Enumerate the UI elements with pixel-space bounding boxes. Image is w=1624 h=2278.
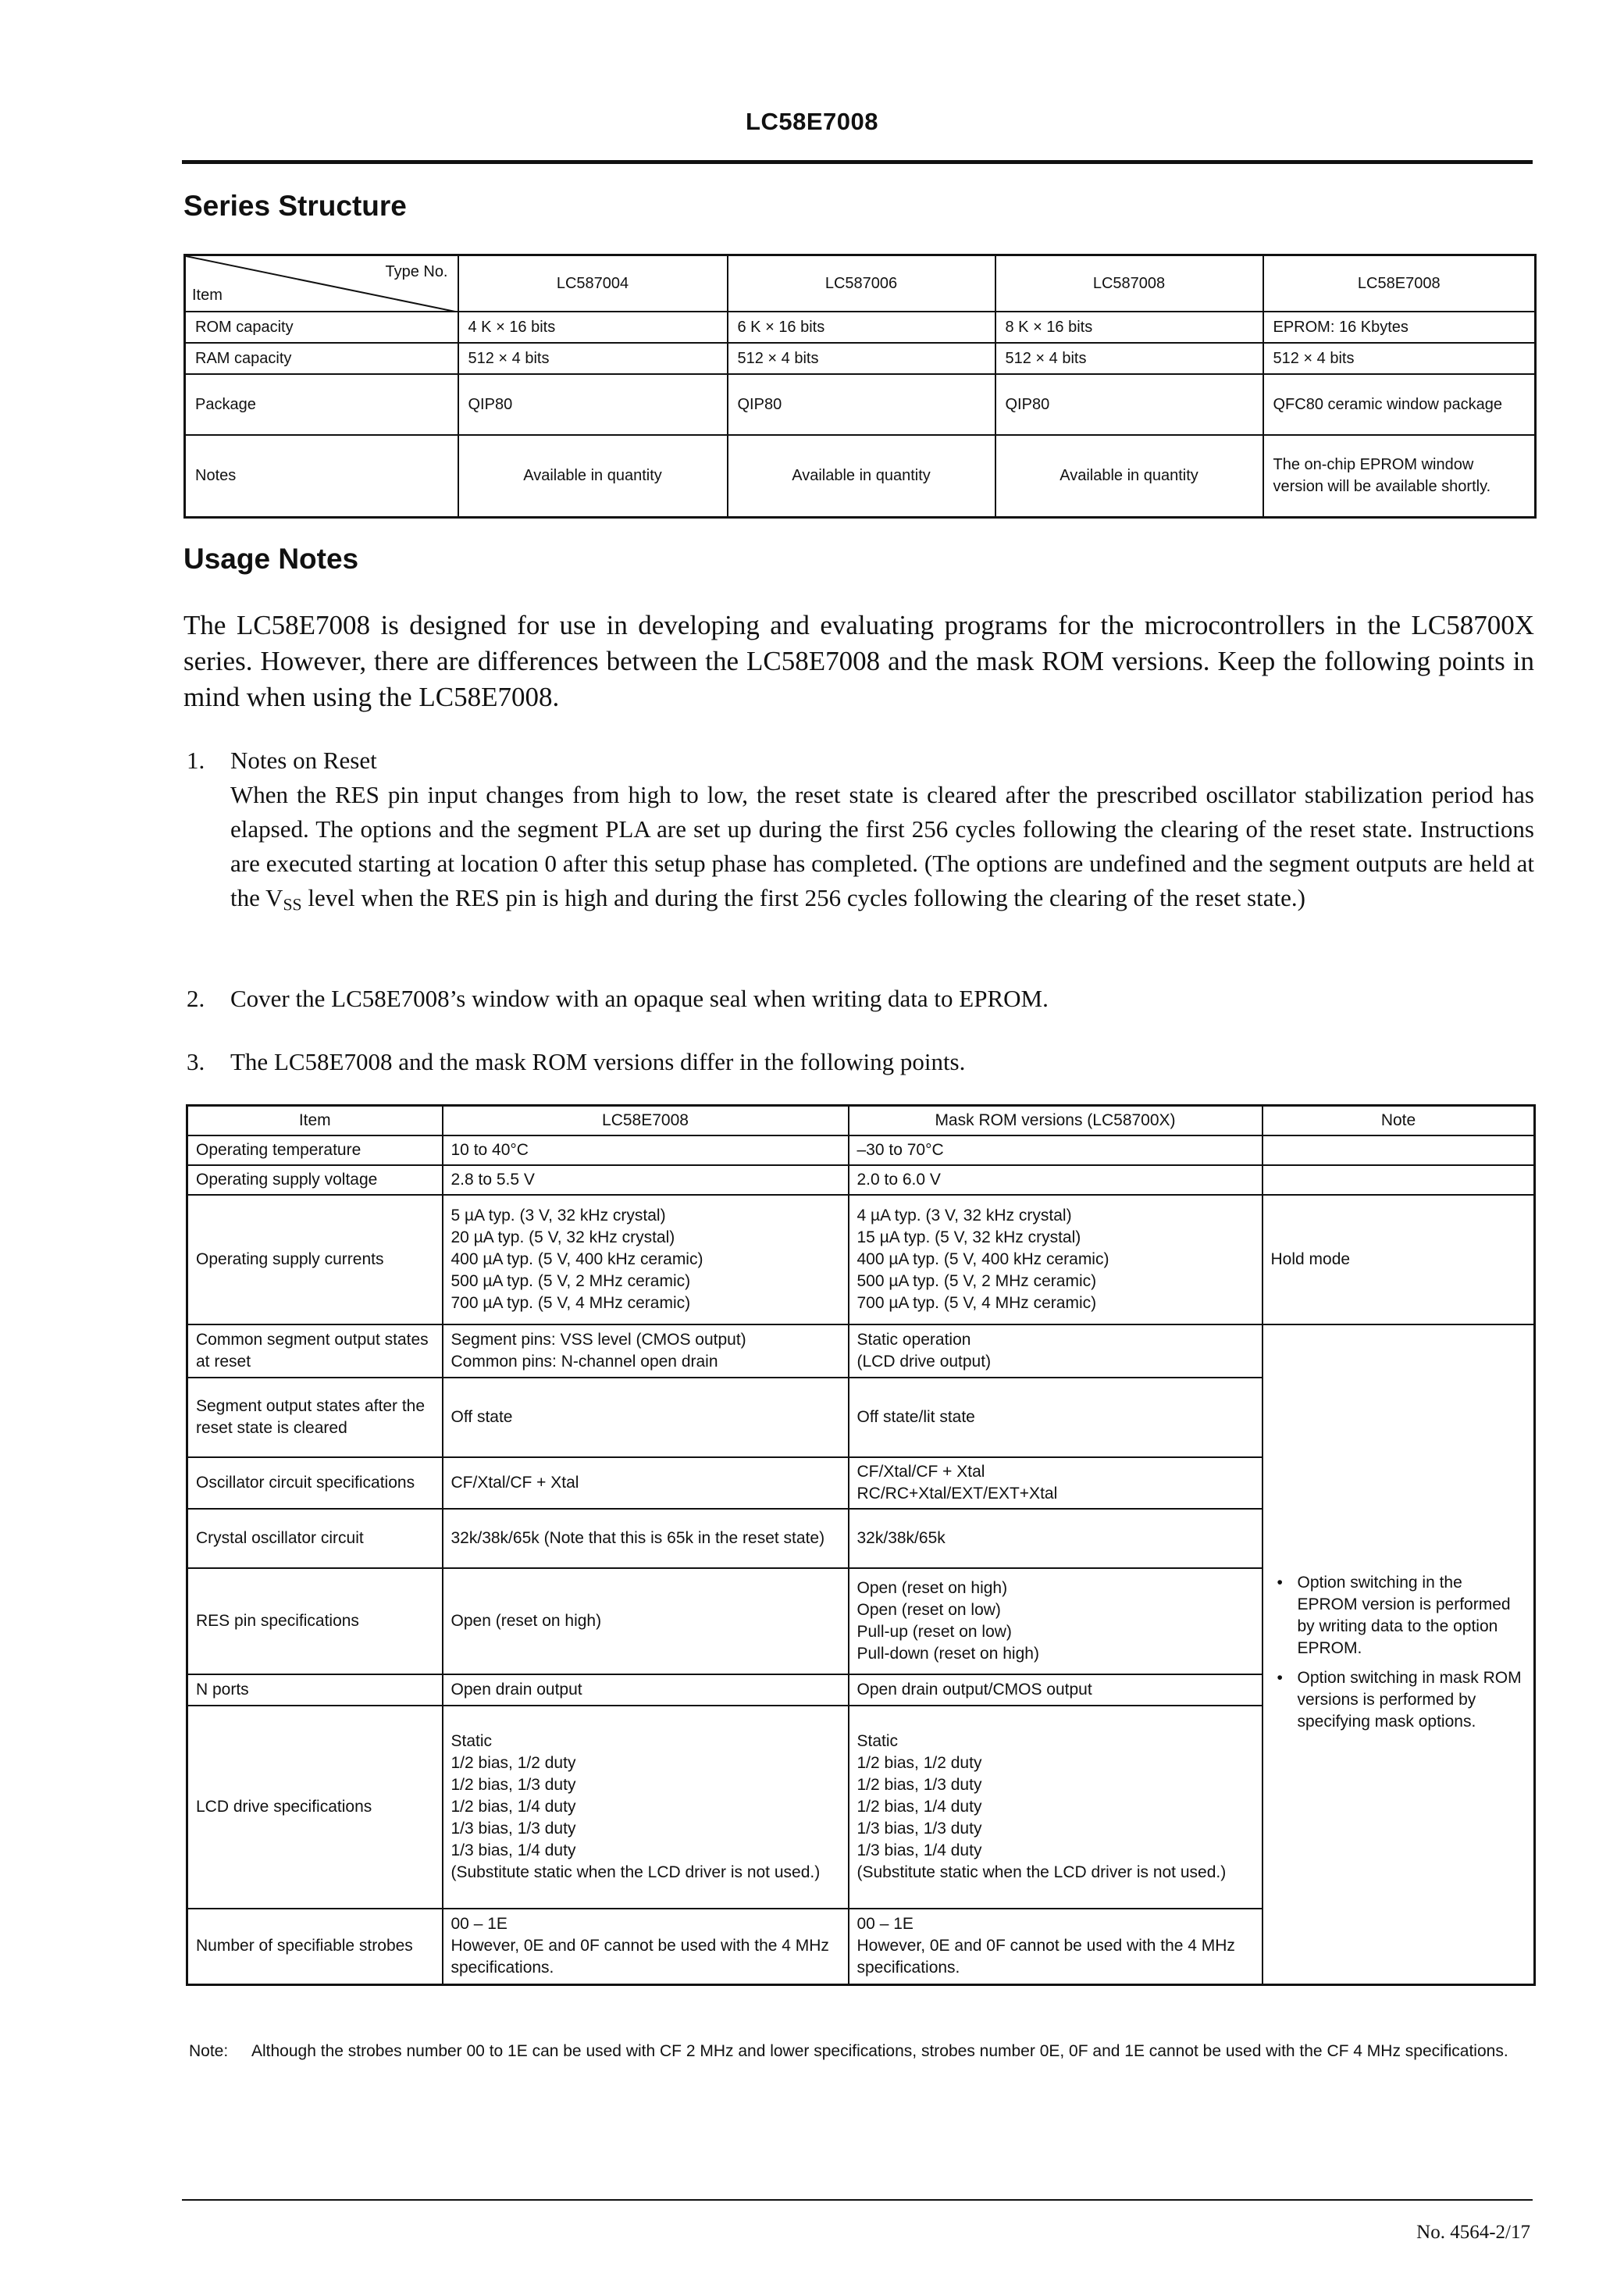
series-col-header: LC587004 <box>458 255 728 312</box>
series-cell: QIP80 <box>458 374 728 435</box>
cell-lines <box>451 1528 840 1549</box>
cell-line: 00 – 1E <box>857 1915 914 1934</box>
series-row-item: Package <box>185 374 458 435</box>
footnote-text: Although the strobes number 00 to 1E can be used with CF 2 MHz and lower specifications, strobes number 0E, 0F and 1E cannot be used with the CF 4 MHz specifications. <box>251 2042 1508 2060</box>
mask-rom-cell <box>849 1568 1263 1674</box>
series-cell: 512 × 4 bits <box>458 343 728 374</box>
cell-line: 32k/38k/65k <box>857 1528 946 1547</box>
cell-line: Segment pins: VSS level (CMOS output) <box>451 1330 746 1349</box>
cell-line: 1/2 bias, 1/4 duty <box>451 1797 576 1816</box>
lc58e7008-cell <box>443 1706 849 1909</box>
lc58e7008-cell <box>443 1195 849 1324</box>
cell-line: RC/RC+Xtal/EXT/EXT+Xtal <box>857 1484 1058 1503</box>
cell-lines <box>857 1461 1254 1505</box>
comparison-row-item: Crystal oscillator circuit <box>187 1509 443 1568</box>
cell-line: 500 µA typ. (5 V, 2 MHz ceramic) <box>451 1271 691 1290</box>
cell-line: 1/2 bias, 1/4 duty <box>857 1797 982 1816</box>
cell-line: 5 µA typ. (3 V, 32 kHz crystal) <box>451 1206 666 1225</box>
item-text: The LC58E7008 and the mask ROM versions differ in the following points. <box>230 1048 966 1075</box>
comparison-row-item: Segment output states after the reset state is cleared <box>187 1378 443 1457</box>
comparison-row <box>187 1165 1535 1195</box>
mask-rom-cell <box>849 1165 1263 1195</box>
cell-line: However, 0E and 0F cannot be used with the 4 MHz specifications. <box>857 1937 1235 1977</box>
cell-line: Pull-up (reset on low) <box>857 1622 1012 1641</box>
cell-line: 700 µA typ. (5 V, 4 MHz ceramic) <box>857 1293 1097 1312</box>
cell-line: CF/Xtal/CF + Xtal <box>857 1462 985 1481</box>
comparison-row-item: Oscillator circuit specifications <box>187 1457 443 1509</box>
cell-line: 1/3 bias, 1/3 duty <box>857 1819 982 1838</box>
cell-line: Open drain output/CMOS output <box>857 1680 1092 1699</box>
series-structure-table <box>183 254 1537 519</box>
cell-line: 00 – 1E <box>451 1915 508 1934</box>
cell-line: 20 µA typ. (5 V, 32 kHz crystal) <box>451 1228 675 1246</box>
lc58e7008-cell <box>443 1165 849 1195</box>
cell-line: CF/Xtal/CF + Xtal <box>451 1473 579 1492</box>
lc58e7008-cell <box>443 1324 849 1378</box>
series-row-item: ROM capacity <box>185 312 458 343</box>
comparison-row <box>187 1195 1535 1324</box>
cell-lines <box>451 1731 840 1884</box>
note-bullet: • Option switching in the EPROM version is performed by writing data to the option EPROM. <box>1298 1572 1526 1659</box>
comparison-table <box>186 1104 1536 1986</box>
series-cell: QIP80 <box>995 374 1263 435</box>
comparison-row <box>187 1135 1535 1165</box>
cell-line: Common pins: N-channel open drain <box>451 1352 718 1371</box>
cell-lines <box>857 1679 1254 1701</box>
comparison-col-header: Mask ROM versions (LC58700X) <box>849 1106 1263 1135</box>
cell-line: Open drain output <box>451 1680 582 1699</box>
series-cell: QIP80 <box>728 374 995 435</box>
cell-line: (Substitute static when the LCD driver is not used.) <box>857 1863 1227 1881</box>
cell-line: 500 µA typ. (5 V, 2 MHz ceramic) <box>857 1271 1097 1290</box>
comparison-row-item: LCD drive specifications <box>187 1706 443 1909</box>
comparison-col-header: LC58E7008 <box>443 1106 849 1135</box>
lc58e7008-cell <box>443 1509 849 1568</box>
cell-lines <box>857 1731 1254 1884</box>
comparison-row <box>187 1324 1535 1378</box>
item-body <box>230 778 1534 922</box>
note-cell: Hold mode <box>1263 1195 1535 1324</box>
cell-lines <box>451 1169 840 1191</box>
cell-lines <box>857 1913 1254 1979</box>
cell-line: Open (reset on low) <box>857 1600 1001 1619</box>
comparison-col-header: Note <box>1263 1106 1535 1135</box>
mask-rom-cell <box>849 1674 1263 1706</box>
series-cell: 512 × 4 bits <box>728 343 995 374</box>
cell-lines <box>857 1169 1254 1191</box>
series-cell: 6 K × 16 bits <box>728 312 995 343</box>
cell-lines <box>451 1205 840 1314</box>
item-label: Item <box>192 286 223 304</box>
cell-line: 400 µA typ. (5 V, 400 kHz ceramic) <box>857 1250 1109 1268</box>
series-cell: 512 × 4 bits <box>995 343 1263 374</box>
option-switching-notes <box>1271 1572 1526 1733</box>
comparison-row-item: Operating supply currents <box>187 1195 443 1324</box>
lc58e7008-cell <box>443 1457 849 1509</box>
cell-lines <box>451 1679 840 1701</box>
series-row-package <box>185 374 1536 435</box>
comparison-row-item: Common segment output states at reset <box>187 1324 443 1378</box>
cell-lines <box>857 1406 1254 1428</box>
type-no-label: Type No. <box>385 263 448 280</box>
cell-line: 700 µA typ. (5 V, 4 MHz ceramic) <box>451 1293 691 1312</box>
mask-rom-cell <box>849 1706 1263 1909</box>
comparison-col-header: Item <box>187 1106 443 1135</box>
cell-line: However, 0E and 0F cannot be used with the 4 MHz specifications. <box>451 1937 829 1977</box>
mask-rom-cell <box>849 1509 1263 1568</box>
series-cell: 512 × 4 bits <box>1263 343 1536 374</box>
item-number: 2. <box>187 985 205 1012</box>
cell-line: Static <box>857 1731 899 1750</box>
cell-line: Pull-down (reset on high) <box>857 1644 1039 1663</box>
cell-lines <box>857 1329 1254 1373</box>
series-cell: 4 K × 16 bits <box>458 312 728 343</box>
item-number: 3. <box>187 1048 205 1075</box>
usage-intro-paragraph: The LC58E7008 is designed for use in developing and evaluating programs for the microcontrollers in the LC58700X series. However, there are differences between the LC58E7008 and the mask ROM versions. Keep the following points in mind when using the LC58E7008. <box>183 610 1534 712</box>
lc58e7008-cell <box>443 1568 849 1674</box>
cell-line: –30 to 70°C <box>857 1140 944 1159</box>
header-rule <box>182 160 1533 164</box>
cell-line: 1/2 bias, 1/3 duty <box>857 1775 982 1794</box>
series-row-ram <box>185 343 1536 374</box>
cell-line: 4 µA typ. (3 V, 32 kHz crystal) <box>857 1206 1072 1225</box>
cell-line: 1/2 bias, 1/2 duty <box>451 1753 576 1772</box>
lc58e7008-cell <box>443 1135 849 1165</box>
cell-lines <box>451 1139 840 1161</box>
comparison-row-item: Number of specifiable strobes <box>187 1909 443 1985</box>
cell-line: Open (reset on high) <box>857 1578 1008 1597</box>
usage-notes-title: Usage Notes <box>183 543 359 575</box>
series-cell: QFC80 ceramic window package <box>1263 374 1536 435</box>
series-col-header: LC587008 <box>995 255 1263 312</box>
item-number: 1. <box>187 747 205 774</box>
series-col-header: LC58E7008 <box>1263 255 1536 312</box>
note-bullet: • Option switching in mask ROM versions is performed by specifying mask options. <box>1298 1667 1526 1733</box>
lc58e7008-cell <box>443 1674 849 1706</box>
series-cell: The on-chip EPROM window version will be available shortly. <box>1263 435 1536 518</box>
mask-rom-cell <box>849 1909 1263 1985</box>
cell-line: Off state/lit state <box>857 1407 975 1426</box>
cell-line: 400 µA typ. (5 V, 400 kHz ceramic) <box>451 1250 703 1268</box>
cell-lines <box>451 1472 840 1494</box>
cell-line: 1/3 bias, 1/4 duty <box>857 1841 982 1859</box>
cell-line: Open (reset on high) <box>451 1611 602 1630</box>
footnote-label: Note: <box>189 2042 229 2060</box>
page-number: No. 4564-2/17 <box>1416 2222 1530 2243</box>
cell-line: 2.8 to 5.5 V <box>451 1170 535 1189</box>
series-row-item: Notes <box>185 435 458 518</box>
item-content <box>230 743 1534 922</box>
series-col-header: LC587006 <box>728 255 995 312</box>
series-corner-cell <box>185 255 458 312</box>
cell-line: 32k/38k/65k (Note that this is 65k in the reset state) <box>451 1528 825 1547</box>
vss-subscript: SS <box>283 895 302 914</box>
cell-line: 1/2 bias, 1/3 duty <box>451 1775 576 1794</box>
series-cell: 8 K × 16 bits <box>995 312 1263 343</box>
series-cell: Available in quantity <box>728 435 995 518</box>
series-cell: Available in quantity <box>458 435 728 518</box>
item-text: Cover the LC58E7008’s window with an opaque seal when writing data to EPROM. <box>230 985 1049 1012</box>
mask-rom-cell <box>849 1457 1263 1509</box>
cell-lines <box>857 1528 1254 1549</box>
mask-rom-cell <box>849 1195 1263 1324</box>
cell-lines <box>451 1329 840 1373</box>
series-row-notes <box>185 435 1536 518</box>
cell-line: (LCD drive output) <box>857 1352 992 1371</box>
series-row-item: RAM capacity <box>185 343 458 374</box>
comparison-row-item: N ports <box>187 1674 443 1706</box>
cell-lines <box>451 1913 840 1979</box>
mask-rom-cell <box>849 1135 1263 1165</box>
cell-line: (Substitute static when the LCD driver is not used.) <box>451 1863 821 1881</box>
body-text: level when the RES pin is high and during the first 256 cycles following the clearing of the reset state.) <box>301 884 1305 911</box>
mask-rom-cell <box>849 1378 1263 1457</box>
note-cell <box>1263 1135 1535 1165</box>
cell-lines <box>857 1205 1254 1314</box>
series-row-rom <box>185 312 1536 343</box>
note-cell <box>1263 1165 1535 1195</box>
cell-line: 2.0 to 6.0 V <box>857 1170 941 1189</box>
cell-lines <box>857 1139 1254 1161</box>
comparison-row-item: Operating temperature <box>187 1135 443 1165</box>
cell-line: 1/2 bias, 1/2 duty <box>857 1753 982 1772</box>
series-cell: EPROM: 16 Kbytes <box>1263 312 1536 343</box>
footer-rule <box>182 2199 1533 2201</box>
table-footnote <box>189 2040 1532 2062</box>
cell-line: 15 µA typ. (5 V, 32 kHz crystal) <box>857 1228 1081 1246</box>
cell-line: Off state <box>451 1407 513 1426</box>
cell-line: 10 to 40°C <box>451 1140 529 1159</box>
cell-line: 1/3 bias, 1/3 duty <box>451 1819 576 1838</box>
header-part-number: LC58E7008 <box>746 108 878 135</box>
comparison-row-item: Operating supply voltage <box>187 1165 443 1195</box>
series-cell: Available in quantity <box>995 435 1263 518</box>
item-title: Notes on Reset <box>230 747 377 774</box>
lc58e7008-cell <box>443 1909 849 1985</box>
comparison-header-row <box>187 1106 1535 1135</box>
cell-lines <box>451 1610 840 1632</box>
cell-line: Static operation <box>857 1330 971 1349</box>
comparison-row-item: RES pin specifications <box>187 1568 443 1674</box>
merged-note-cell <box>1263 1324 1535 1985</box>
cell-lines <box>451 1406 840 1428</box>
body-text: When the RES pin input changes from high to low, the reset state is cleared after the prescribed oscillator stabilization period has elapsed. The options and the segment PLA are set up during the first 256 cycles following the clearing of the reset state. Instructions are executed starting at location 0 after this setup phase has completed. (The options are undefined and the segment outputs are held at the V <box>230 781 1534 911</box>
lc58e7008-cell <box>443 1378 849 1457</box>
series-header-row <box>185 255 1536 312</box>
series-structure-title: Series Structure <box>183 190 407 222</box>
cell-lines <box>857 1577 1254 1665</box>
cell-line: Static <box>451 1731 493 1750</box>
mask-rom-cell <box>849 1324 1263 1378</box>
cell-line: 1/3 bias, 1/4 duty <box>451 1841 576 1859</box>
